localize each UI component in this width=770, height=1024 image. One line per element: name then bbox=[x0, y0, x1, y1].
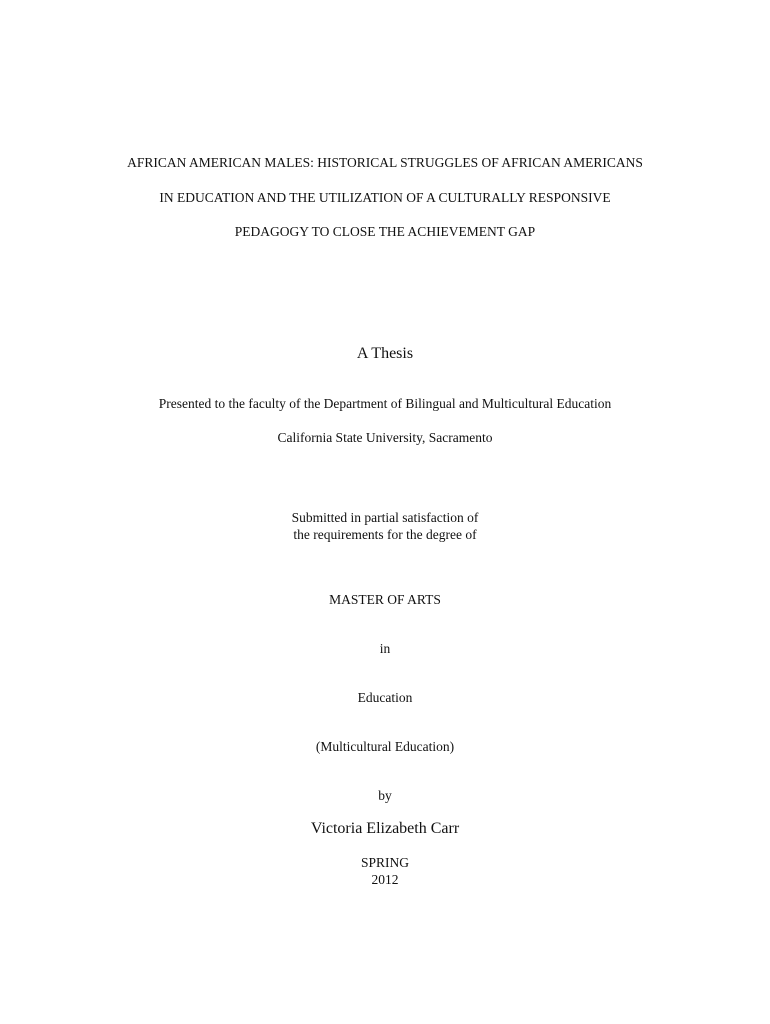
in-label: in bbox=[379, 641, 391, 656]
concentration: (Multicultural Education) bbox=[315, 739, 455, 754]
thesis-title-line-1: AFRICAN AMERICAN MALES: HISTORICAL STRUGGLES OF AFRICAN AMERICANS bbox=[127, 155, 643, 170]
field-of-study: Education bbox=[357, 690, 413, 705]
author-name: Victoria Elizabeth Carr bbox=[310, 820, 460, 837]
document-type: A Thesis bbox=[356, 345, 414, 362]
year: 2012 bbox=[371, 872, 399, 887]
thesis-title-line-3: PEDAGOGY TO CLOSE THE ACHIEVEMENT GAP bbox=[234, 224, 536, 239]
thesis-title-line-2: IN EDUCATION AND THE UTILIZATION OF A CULTURALLY RESPONSIVE bbox=[159, 190, 611, 205]
submission-line-1: Submitted in partial satisfaction of bbox=[291, 510, 479, 525]
university-name: California State University, Sacramento bbox=[277, 430, 493, 445]
submission-line-2: the requirements for the degree of bbox=[293, 527, 477, 542]
degree-name: MASTER OF ARTS bbox=[329, 592, 441, 607]
by-label: by bbox=[378, 788, 392, 803]
presented-line-1: Presented to the faculty of the Department of Bilingual and Multicultural Education bbox=[158, 396, 612, 411]
term: SPRING bbox=[360, 855, 409, 870]
